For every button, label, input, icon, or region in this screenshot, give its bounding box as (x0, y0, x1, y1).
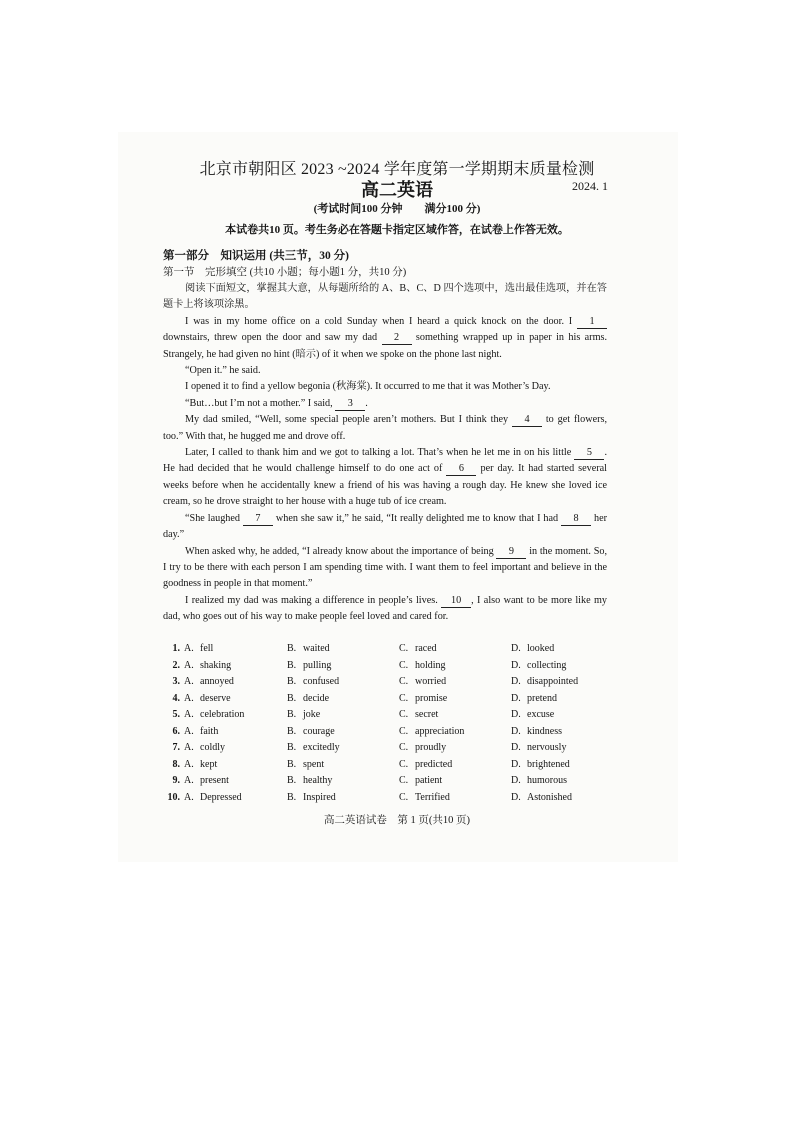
passage-paragraph: I opened it to find a yellow begonia (秋海棠). It occurred to me that it was Mother’s Day. (185, 381, 551, 393)
option-a (184, 643, 213, 654)
option-text: kept (200, 758, 218, 770)
option-letter: D. (511, 742, 521, 753)
option-text: kindness (527, 725, 562, 737)
option-text: humorous (527, 775, 567, 786)
passage-text: downstairs, threw open the door and saw my dad (163, 332, 378, 344)
option-letter: B. (287, 742, 297, 753)
option-text: worried (415, 676, 447, 687)
question-row (166, 676, 596, 693)
option-text: raced (415, 643, 437, 654)
option-text: excitedly (303, 742, 340, 753)
option-text: confused (303, 676, 340, 687)
option-a (184, 775, 229, 786)
exam-title: 北京市朝阳区 2023 ~2024 学年度第一学期期末质量检测 (199, 161, 595, 178)
passage-paragraph (163, 593, 607, 626)
question-row (166, 643, 596, 660)
option-text: disappointed (527, 676, 579, 687)
option-letter: A. (184, 791, 194, 803)
passage-content (163, 248, 607, 626)
passage-paragraph (163, 314, 607, 363)
option-text: healthy (303, 775, 333, 786)
option-b (287, 676, 339, 687)
option-text: faith (200, 725, 219, 737)
option-text: proudly (415, 742, 447, 753)
blank-1: 1 (577, 315, 607, 329)
blank-10: 10 (441, 594, 471, 608)
question-row (166, 775, 596, 792)
option-text: Depressed (200, 791, 242, 803)
blank-3: 3 (335, 397, 365, 411)
option-c (399, 709, 438, 720)
question-number: 1. (172, 643, 180, 654)
question-row (166, 726, 596, 743)
option-c (399, 775, 442, 786)
passage-text: Later, I called to thank him and we got to talking a lot. That’s when he let me in on his little (185, 447, 572, 459)
option-letter: B. (287, 659, 297, 671)
option-letter: D. (511, 758, 521, 770)
option-text: collecting (527, 659, 567, 671)
option-letter: D. (511, 791, 521, 803)
passage-text: “But…but I’m not a mother.” I said, (185, 397, 333, 409)
option-d (511, 775, 567, 786)
passage-text: to get flowers, too.” With that, he hugged me and drove off. (163, 414, 607, 442)
option-text: celebration (200, 709, 245, 720)
option-c (399, 742, 446, 753)
passage-paragraph (163, 544, 607, 593)
question-number: 10. (167, 791, 180, 803)
option-text: Astonished (527, 791, 572, 803)
option-d (511, 676, 578, 687)
blank-9: 9 (496, 545, 526, 559)
option-b (287, 643, 330, 654)
option-letter: B. (287, 643, 297, 654)
option-text: decide (303, 692, 330, 704)
option-d (511, 709, 554, 720)
passage-text: , I also want to be more like my dad, who goes out of his way to make people feel loved and cared for. (163, 594, 608, 623)
option-c (399, 792, 450, 803)
passage-text: when she saw it,” he said, “It really delighted me to know that I had (275, 512, 559, 524)
exam-time-note: (考试时间100 分钟 满分100 分) (313, 203, 481, 215)
option-text: promise (415, 692, 448, 704)
option-b (287, 742, 340, 753)
question-number: 2. (172, 659, 180, 671)
question-row (166, 742, 596, 759)
passage-text: I realized my dad was making a difference in people’s lives. (185, 594, 438, 606)
option-d (511, 660, 566, 671)
option-c (399, 660, 446, 671)
option-c (399, 693, 447, 704)
option-b (287, 792, 336, 803)
option-text: Inspired (303, 791, 336, 803)
passage-text: When asked why, he added, “I already know about the importance of being (185, 545, 494, 557)
question-number: 7. (172, 742, 180, 753)
option-a (184, 726, 218, 737)
option-text: joke (303, 709, 321, 720)
exam-date: 2024. 1 (572, 179, 608, 193)
option-letter: D. (511, 709, 521, 720)
option-letter: D. (511, 676, 521, 687)
passage-text: something wrapped up in paper in his arms. Strangely, he had given no hint (暗示) of it when we spoke on the phone last night. (163, 332, 608, 360)
option-c (399, 726, 464, 737)
option-letter: A. (184, 709, 194, 720)
passage-text: her day.” (163, 512, 608, 541)
option-text: secret (415, 709, 439, 720)
option-text: spent (303, 758, 325, 770)
passage-text: “She laughed (185, 512, 240, 524)
option-text: pretend (527, 692, 557, 704)
option-letter: A. (184, 725, 194, 737)
option-letter: D. (511, 643, 521, 654)
option-a (184, 693, 231, 704)
option-text: Terrified (415, 791, 450, 803)
option-b (287, 726, 335, 737)
option-letter: D. (511, 725, 521, 737)
question-row (166, 792, 596, 809)
option-d (511, 693, 557, 704)
answer-options (166, 643, 596, 808)
option-text: looked (527, 643, 555, 654)
option-b (287, 709, 320, 720)
blank-5: 5 (574, 446, 604, 460)
question-row (166, 759, 596, 776)
passage-text: per day. It had started several weeks before when he accidentally knew a friend of his was having a rough day. He knew she loved ice cream, so he drove straight to her house with a huge tub of ice cream. (163, 463, 608, 508)
option-text: present (200, 775, 229, 786)
option-text: annoyed (200, 676, 234, 687)
option-b (287, 660, 331, 671)
option-d (511, 726, 562, 737)
passage-paragraph (163, 412, 607, 445)
option-text: appreciation (415, 725, 465, 737)
option-letter: B. (287, 709, 297, 720)
option-b (287, 759, 324, 770)
blank-7: 7 (243, 512, 273, 526)
option-letter: C. (399, 742, 409, 753)
question-number: 4. (172, 692, 180, 704)
option-c (399, 759, 452, 770)
option-text: excuse (527, 709, 555, 720)
option-text: brightened (527, 758, 570, 770)
option-b (287, 775, 332, 786)
exam-notice: 本试卷共10 页。考生务必在答题卡指定区域作答，在试卷上作答无效。 (225, 224, 569, 236)
question-number: 5. (172, 709, 180, 720)
option-d (511, 742, 566, 753)
option-a (184, 759, 217, 770)
passage-text: I was in my home office on a cold Sunday when I heard a quick knock on the door. I (185, 315, 573, 327)
passage-paragraph (163, 511, 607, 544)
question-number: 3. (172, 676, 180, 687)
option-letter: A. (184, 775, 194, 786)
option-letter: A. (184, 643, 194, 654)
passage-paragraph: “Open it.” he said. (185, 365, 261, 377)
question-row (166, 693, 596, 710)
option-d (511, 643, 554, 654)
option-letter: C. (399, 676, 409, 687)
option-a (184, 742, 225, 753)
option-text: courage (303, 725, 335, 737)
option-letter: C. (399, 791, 409, 803)
option-text: pulling (303, 659, 332, 671)
option-letter: C. (399, 758, 409, 770)
option-text: nervously (527, 742, 567, 753)
blank-6: 6 (446, 462, 476, 476)
blank-8: 8 (561, 512, 591, 526)
question-row (166, 709, 596, 726)
option-letter: A. (184, 692, 194, 704)
option-text: waited (303, 643, 330, 654)
option-text: shaking (200, 659, 232, 671)
part1-heading: 第一部分 知识运用 (共三节，30 分) (163, 250, 349, 262)
passage-paragraph (163, 396, 607, 412)
exam-subject: 高二英语 (361, 180, 433, 200)
option-letter: C. (399, 692, 409, 704)
passage-paragraph (163, 445, 607, 511)
passage-text: . (365, 397, 368, 409)
blank-4: 4 (512, 413, 542, 427)
option-letter: A. (184, 676, 194, 687)
option-letter: D. (511, 692, 521, 704)
instruction-text: 阅读下面短文，掌握其大意，从每题所给的 A、B、C、D 四个选项中，选出最佳选项，并在答题卡上将该项涂黑。 (163, 283, 607, 311)
option-letter: A. (184, 659, 194, 671)
option-a (184, 660, 231, 671)
passage-text: in the moment. So, I try to be there with each person I am spending time with. I want them to feel important and believe in the goodness in people in that moment.” (163, 545, 607, 590)
option-letter: D. (511, 775, 521, 786)
option-letter: B. (287, 791, 297, 803)
option-text: predicted (415, 758, 453, 770)
option-c (399, 676, 446, 687)
option-d (511, 792, 572, 803)
option-letter: B. (287, 775, 297, 786)
option-letter: B. (287, 758, 297, 770)
option-b (287, 693, 329, 704)
option-d (511, 759, 570, 770)
question-number: 6. (172, 725, 180, 737)
blank-2: 2 (382, 331, 412, 345)
option-text: fell (200, 643, 214, 654)
option-letter: A. (184, 758, 194, 770)
option-letter: C. (399, 659, 409, 671)
option-text: patient (415, 775, 443, 786)
passage-text: . He had decided that he would challenge himself to do one act of (163, 447, 608, 475)
option-text: deserve (200, 692, 231, 704)
option-letter: D. (511, 659, 521, 671)
option-a (184, 709, 244, 720)
option-a (184, 676, 234, 687)
option-letter: C. (399, 725, 409, 737)
option-text: coldly (200, 742, 225, 753)
section1-heading: 第一节 完形填空 (共10 小题；每小题1 分，共10 分) (163, 267, 407, 278)
page-footer: 高二英语试卷 第 1 页(共10 页) (323, 815, 471, 826)
passage-text: My dad smiled, “Well, some special people aren’t mothers. But I think they (185, 414, 509, 426)
option-letter: C. (399, 643, 409, 654)
option-letter: C. (399, 775, 409, 786)
option-text: holding (415, 659, 446, 671)
option-letter: A. (184, 742, 194, 753)
option-letter: B. (287, 692, 297, 704)
question-row (166, 660, 596, 677)
option-a (184, 792, 242, 803)
question-number: 9. (172, 775, 180, 786)
option-letter: B. (287, 676, 297, 687)
option-c (399, 643, 437, 654)
question-number: 8. (172, 758, 180, 770)
option-letter: B. (287, 725, 297, 737)
option-letter: C. (399, 709, 409, 720)
